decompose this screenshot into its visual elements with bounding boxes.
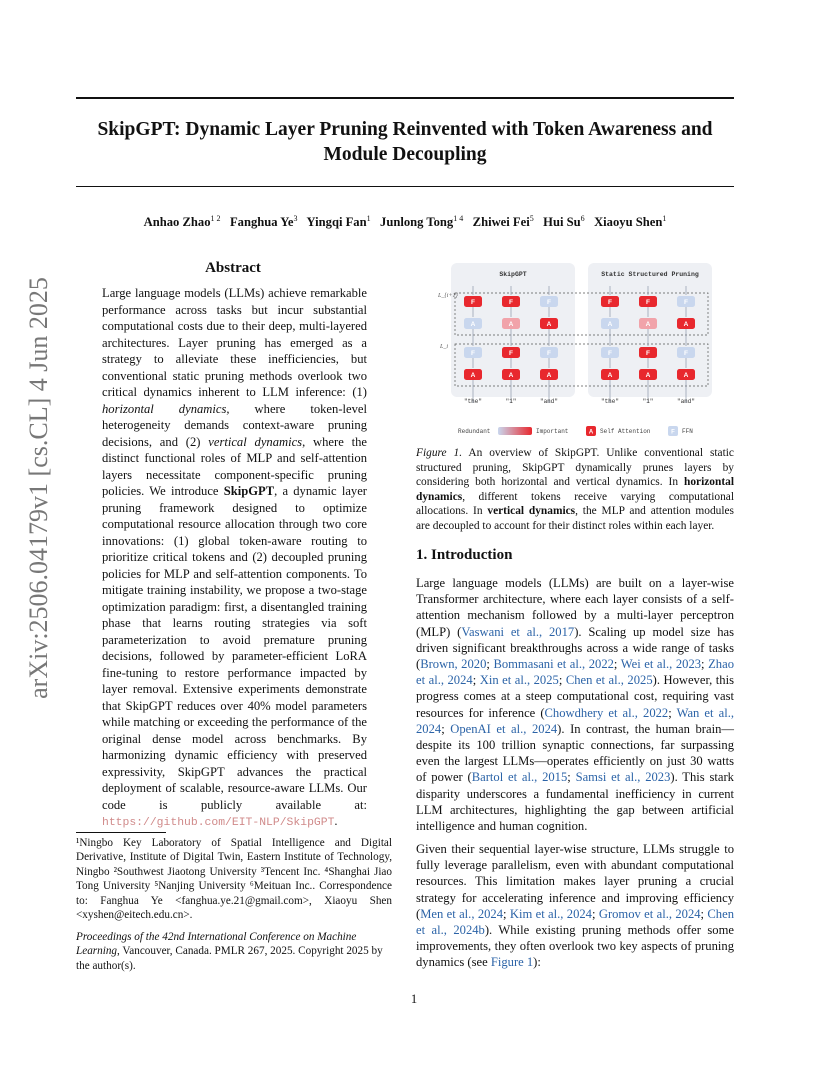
token-label: "1" <box>505 398 517 405</box>
intro-paragraph-1: Large language models (LLMs) are built on a layer-wise Transformer architecture, where each layer consists of a self-attention mechanism followed by a multi-layer perceptron (MLP) (Vaswani et al., 2017). Scaling up model size has driven significant breakthroughs across a wide range of tasks (Brown, 2020; Bommasani et al., 2022; Wei et al., 2023; Zhao et al., 2024; Xin et al., 2025; Chen et al., 2025). However, this progress comes at a steep computational cost, requiring vast resources for inference (Chowdhery et al., 2022; Wan et al., 2024; OpenAI et al., 2024). In contrast, the human brain—despite its 100 trillion synaptic connections, far surpassing even the largest LLMs—operates efficiently on just 30 watts of power (Bartol et al., 2015; Samsi et al., 2023). This stark disparity underscores a fundamental inefficiency in current LLM architectures, highlighting the gap between artificial intelligence and human cognition. <box>416 576 734 834</box>
token-label: "the" <box>600 398 620 405</box>
token-label: "1" <box>642 398 654 405</box>
legend-gradient <box>498 427 532 435</box>
node-letter: F <box>608 299 612 306</box>
node-letter: F <box>471 350 475 357</box>
node-letter: F <box>684 350 688 357</box>
node-letter: A <box>546 321 552 328</box>
node-letter: A <box>683 321 689 328</box>
token-label: "and" <box>539 398 559 405</box>
node-letter: F <box>684 299 688 306</box>
node-letter: A <box>607 372 613 379</box>
node-letter: A <box>470 372 476 379</box>
author-list <box>76 214 734 230</box>
author: Anhao Zhao$^{1 2}$ <box>143 214 221 230</box>
token-labels <box>464 398 695 405</box>
legend-attention-letter: A <box>588 429 594 436</box>
legend-ffn: FFN <box>682 428 693 435</box>
paper-title <box>76 117 734 167</box>
author: Zhiwei Fei$^5$ <box>472 214 534 230</box>
footnote-rule <box>76 832 166 833</box>
node-letter: F <box>509 350 513 357</box>
legend-attention: Self Attention <box>600 428 651 435</box>
node-letter: A <box>546 372 552 379</box>
node-letter: A <box>607 321 613 328</box>
layer-label-top: L_{i+1} <box>438 293 458 299</box>
figure-1-caption: Figure 1. An overview of SkipGPT. Unlike conventional static structured pruning, SkipGPT dynamically prunes layers by considering both horizontal and vertical dynamics. In horizontal dynamics, different tokens receive varying computational allocations. In vertical dynamics, the MLP and attention modules are decoupled to account for their distinct roles within each layer. <box>416 447 734 532</box>
legend-redundant: Redundant <box>458 428 491 435</box>
node-letter: A <box>508 321 514 328</box>
citation[interactable]: Gromov et al., 2024 <box>598 906 701 921</box>
panel-label-skipgpt: SkipGPT <box>499 271 527 278</box>
citation[interactable]: Xin et al., 2025 <box>479 673 559 688</box>
citation[interactable]: Wan et al., 2024 <box>416 705 734 736</box>
token-label: "and" <box>676 398 696 405</box>
abstract-heading: Abstract <box>205 260 261 276</box>
node-letter: F <box>471 299 475 306</box>
title-top-rule <box>76 97 734 99</box>
author: Hui Su$^6$ <box>543 214 585 230</box>
citation[interactable]: Wei et al., 2023 <box>620 657 702 672</box>
affiliations-footnote: ¹Ningbo Key Laboratory of Spatial Intelligence and Digital Derivative, Institute of Digital Twin, Eastern Institute of Technology, Ningbo ²Southwest Jiaotong University ³Tencent Inc. ⁴Shanghai Jiao Tong University ⁵Nanjing University ⁶Meituan Inc.. Correspondence to: Fanghua Ye <fanghua.ye.21@gmail.com>, Xiaoyu Shen <xyshen@eitech.edu.cn>. <box>76 837 392 922</box>
citation[interactable]: Bartol et al., 2015 <box>471 770 568 785</box>
node-letter: A <box>508 372 514 379</box>
layer-label-bottom: L_i <box>440 344 449 350</box>
node-letter: F <box>509 299 513 306</box>
node-letter: F <box>547 350 551 357</box>
citation[interactable]: Vaswani et al., 2017 <box>461 624 575 639</box>
abstract-body: Large language models (LLMs) achieve remarkable performance across tasks but incur substantial computational costs due to their deep, multi-layered architectures. Layer pruning has emerged as a strategy to alleviate these inefficiencies, but conventional static pruning methods overlook two critical dynamics inherent to LLM inference: (1) horizontal dynamics, where token-level heterogeneity demands context-aware pruning decisions, and (2) vertical dynamics, where the distinct functional roles of MLP and self-attention layers necessitate component-specific pruning policies. We introduce SkipGPT, a dynamic layer pruning framework designed to optimize computational resource allocation through two core innovations: (1) global token-aware routing to prioritize critical tokens and (2) decoupled pruning policies for MLP and self-attention components. To mitigate training instability, we propose a two-stage optimization paradigm: first, a disentangled training phase that learns routing strategies via soft parameterization to avoid premature pruning decisions, followed by parameter-efficient LoRA fine-tuning to restore performance impacted by layer removal. Extensive experiments demonstrate that SkipGPT reduces over 40% model parameters while matching or exceeding the performance of the original dense model across benchmarks. By harmonizing dynamic efficiency with preserved expressivity, SkipGPT advances the practical deployment of scalable, resource-aware LLMs. Our code is publicly available at: https://github.com/EIT-NLP/SkipGPT. <box>102 286 367 829</box>
title-bottom-rule <box>76 186 734 187</box>
node-letter: A <box>683 372 689 379</box>
panel-label-static: Static Structured Pruning <box>601 271 699 278</box>
author: Fanghua Ye$^3$ <box>229 214 298 230</box>
citation[interactable]: Chen et al., 2025 <box>565 673 653 688</box>
citation[interactable]: Samsi et al., 2023 <box>575 770 671 785</box>
title-line-2: Module Decoupling <box>323 144 487 165</box>
citation[interactable]: Bommasani et al., 2022 <box>493 657 614 672</box>
arxiv-stamp <box>24 276 54 699</box>
arxiv-stamp-text: arXiv:2506.04179v1 [cs.CL] 4 Jun 2025 <box>24 276 53 699</box>
intro-paragraph-2: Given their sequential layer-wise structure, LLMs struggle to fully leverage parallelism, even with abundant computational resources. This limitation makes layer pruning a crucial strategy for accelerating inference and improving efficiency (Men et al., 2024; Kim et al., 2024; Gromov et al., 2024; Chen et al., 2024b). While existing pruning methods offer some improvements, they often overlook two key aspects of pruning dynamics (see Figure 1): <box>416 842 734 970</box>
node-letter: F <box>547 299 551 306</box>
citation[interactable]: Chen et al., 2024b <box>416 906 734 938</box>
code-link[interactable]: https://github.com/EIT-NLP/SkipGPT <box>102 817 335 829</box>
author: Xiaoyu Shen$^1$ <box>594 214 667 230</box>
proceedings-note: Proceedings of the 42nd International Conference on Machine Learning, Vancouver, Canada. PMLR 267, 2025. Copyright 2025 by the author(s). <box>76 931 383 972</box>
citation[interactable]: Kim et al., 2024 <box>509 906 592 921</box>
node-letter: A <box>470 321 476 328</box>
citation[interactable]: OpenAI et al., 2024 <box>450 721 558 736</box>
figure-reference[interactable]: Figure 1 <box>490 955 534 970</box>
author: Yingqi Fan$^1$ <box>306 214 371 230</box>
figure-1-diagram <box>438 253 725 443</box>
citation[interactable]: Men et al., 2024 <box>420 906 504 921</box>
legend-ffn-letter: F <box>671 429 675 436</box>
node-letter: A <box>645 321 651 328</box>
author: Junlong Tong$^{1 4}$ <box>380 214 464 230</box>
page-number: 1 <box>410 992 418 1006</box>
node-letter: F <box>646 350 650 357</box>
citation[interactable]: Brown, 2020 <box>420 657 487 672</box>
token-label: "the" <box>463 398 483 405</box>
citation[interactable]: Chowdhery et al., 2022 <box>544 705 669 720</box>
title-line-1: SkipGPT: Dynamic Layer Pruning Reinvented with Token Awareness and <box>97 119 713 140</box>
node-letter: A <box>645 372 651 379</box>
node-letter: F <box>608 350 612 357</box>
citation[interactable]: Zhao et al., 2024 <box>416 657 734 688</box>
legend-important: Important <box>536 428 569 435</box>
node-letter: F <box>646 299 650 306</box>
section-heading-introduction: 1. Introduction <box>416 547 513 563</box>
